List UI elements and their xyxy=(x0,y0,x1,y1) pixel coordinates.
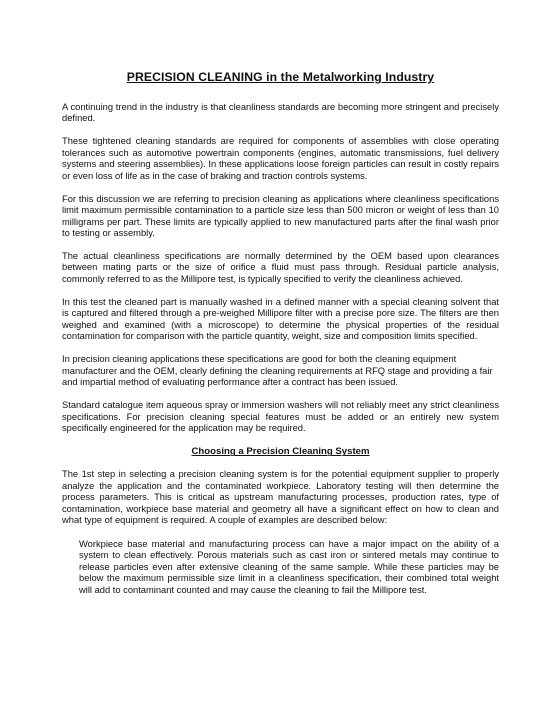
paragraph-precision-applications: In precision cleaning applications these specifications are good for both the cleaning equipment manufacturer and the OEM, clearly defining the cleaning requirements at RFQ stage and providing a fair and impartial method of evaluating performance after a contract has been issued. xyxy=(62,354,493,388)
paragraph-standards: These tightened cleaning standards are required for components of assemblies with close operating tolerances such as automotive powertrain components (engines, automatic transmissions, fuel delivery systems and steering assemblies). In these applications loose foreign particles can result in costly repairs or even loss of life as in the case of braking and traction controls systems. xyxy=(62,136,499,181)
paragraph-intro: A continuing trend in the industry is that cleanliness standards are becoming more stringent and precisely defined. xyxy=(62,102,499,124)
paragraph-specifications: The actual cleanliness specifications are normally determined by the OEM based upon clearances between mating parts or the size of orifice a fluid must pass through. Residual particle analysis, commonly referred to as the Millipore test, is typically specified to verify the cleanliness achieved. xyxy=(62,251,499,284)
paragraph-standard-washers: Standard catalogue item aqueous spray or immersion washers will not reliably meet any strict cleanliness specifications. For precision cleaning special features must be added or an entirely new system specifically engineered for the application may be required. xyxy=(62,400,499,433)
document-title: PRECISION CLEANING in the Metalworking Industry xyxy=(126,70,435,84)
paragraph-first-step: The 1st step in selecting a precision cleaning system is for the potential equipment supplier to properly analyze the application and the contaminated workpiece. Laboratory testing will then determine the process parameters. This is critical as upstream manufacturing processes, production rates, type of contamination, workpiece base material and geometry all have a significant effect on how to clean and what type of equipment is required. A couple of examples are described below: xyxy=(62,469,499,526)
section-heading: Choosing a Precision Cleaning System xyxy=(191,446,370,458)
document-page xyxy=(62,70,499,607)
paragraph-workpiece-material: Workpiece base material and manufacturing process can have a major impact on the ability of a system to clean effectively. Porous materials such as cast iron or sintered metals may continue to release particles even after extensive cleaning of the same sample. While these particles may be below the maximum permissible size limit in a cleanliness specification, their combined total weight will add to contaminant counted and may cause the cleaning to fail the Millipore test. xyxy=(79,538,499,595)
paragraph-millipore-test: In this test the cleaned part is manually washed in a defined manner with a special cleaning solvent that is captured and filtered through a pre-weighed Millipore filter with a precise pore size. The filters are then weighed and examined (with a microscope) to determine the physical properties of the residual contamination for comparison with the particle quantity, weight, size and composition limits specified. xyxy=(62,296,499,342)
paragraph-definition: For this discussion we are referring to precision cleaning as applications where cleanliness specifications limit maximum permissible contamination to a particle size less than 500 micron or weight of less than 10 milligrams per part. These limits are typically applied to new manufactured parts after the final wash prior to testing or assembly. xyxy=(62,193,499,239)
